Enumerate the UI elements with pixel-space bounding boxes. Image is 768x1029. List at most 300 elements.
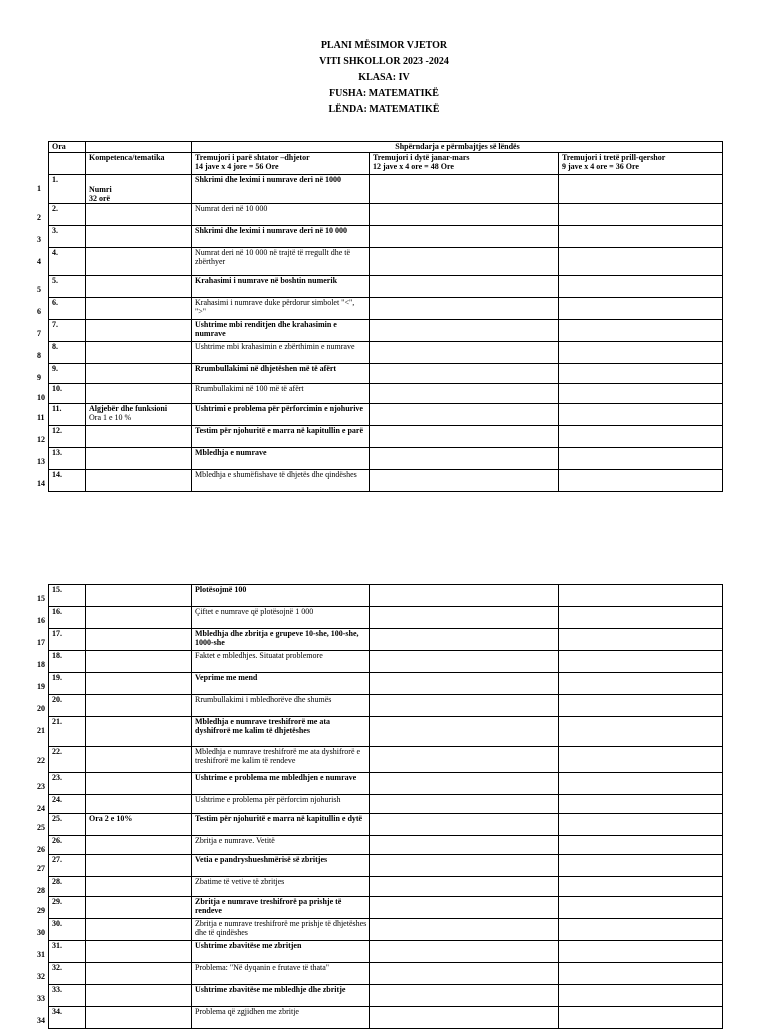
lesson-number [37,1007,86,1029]
term-3-cell [559,426,723,448]
term-3-cell [559,629,723,651]
competence-cell [86,836,192,855]
lesson-number-secondary: 12 [37,435,45,444]
table-row [49,204,723,226]
lesson-number-primary: 10. [52,384,62,393]
term-3-cell [559,795,723,814]
term-3-cell [559,470,723,492]
lesson-number [37,941,86,963]
lesson-number-secondary: 30 [37,928,45,937]
competence-cell [86,204,192,226]
term-3-cell [559,204,723,226]
lesson-number-secondary: 26 [37,845,45,854]
lesson-number-secondary: 32 [37,972,45,981]
lesson-number-primary: 3. [52,226,58,235]
lesson-number [37,342,86,364]
competence-cell [86,175,192,204]
competence-cell [86,426,192,448]
competence-cell [86,897,192,919]
lesson-number-primary: 15. [52,585,62,594]
lesson-number-primary: 20. [52,695,62,704]
annual-plan-table-page-1 [37,141,723,492]
lesson-number-secondary: 23 [37,782,45,791]
competence-cell [86,404,192,426]
lesson-number [37,175,86,204]
table-row [49,985,723,1007]
term-2-cell [370,795,559,814]
table-row [49,248,723,276]
competence-cell [86,695,192,717]
lesson-number-primary: 8. [52,342,58,351]
table-row [49,855,723,877]
term-2-cell [370,919,559,941]
competence-number-hours: 32 orë [89,194,111,203]
term-2-cell [370,384,559,404]
table-row [49,298,723,320]
term-2-cell [370,877,559,897]
term-3-cell [559,773,723,795]
term-3-cell [559,248,723,276]
col-header-term-2 [370,153,559,175]
term-3-cell [559,836,723,855]
lesson-number [37,448,86,470]
term-2-cell [370,364,559,384]
competence-label: Ora 2 e 10% [89,814,133,823]
lesson-topic: Problema që zgjidhen me zbritje [192,1007,370,1029]
lesson-number-primary: 31. [52,941,62,950]
competence-cell [86,773,192,795]
lesson-number [37,985,86,1007]
term-2-cell [370,320,559,342]
lesson-topic: Plotësojmë 100 [192,585,370,607]
field-label: FUSHA: MATEMATIKË [329,88,439,99]
lesson-number-secondary: 10 [37,393,45,402]
term-2-cell [370,226,559,248]
competence-cell [86,364,192,384]
lesson-topic: Rrumbullakimi i mbledhorëve dhe shumës [192,695,370,717]
table-row [49,673,723,695]
lesson-number-primary: 34. [52,1007,62,1016]
lesson-topic: Mbledhja dhe zbritja e grupeve 10-she, 100-she, 1000-she [192,629,370,651]
lesson-topic: Numrat deri në 10 000 në trajtë të rregullt dhe të zbërthyer [192,248,370,276]
lesson-number-primary: 25. [52,814,62,823]
lesson-number [37,773,86,795]
competence-cell [86,629,192,651]
lesson-number-primary: 29. [52,897,62,906]
term-3-cell [559,963,723,985]
lesson-number [37,384,86,404]
lesson-topic: Zbatime të vetive të zbritjes [192,877,370,897]
term-3-cell [559,673,723,695]
competence-cell [86,298,192,320]
term-3-cell [559,814,723,836]
lesson-number-primary: 6. [52,298,58,307]
lesson-number-secondary: 17 [37,638,45,647]
table-row [49,747,723,773]
lesson-topic: Problema: "Në dyqanin e frutave të thata" [192,963,370,985]
term-3-hours: 9 jave x 4 ore = 36 Ore [562,162,639,171]
lesson-number-secondary: 21 [37,726,45,735]
lesson-number [37,364,86,384]
table-row [49,226,723,248]
lesson-number [37,404,86,426]
lesson-number [37,651,86,673]
table-row [49,384,723,404]
term-3-cell [559,320,723,342]
table-row [49,320,723,342]
lesson-number-primary: 5. [52,276,58,285]
lesson-number [37,320,86,342]
term-3-cell [559,364,723,384]
competence-cell [86,448,192,470]
lesson-number [37,877,86,897]
lesson-topic: Rrumbullakimi në 100 më të afërt [192,384,370,404]
term-3-cell [559,695,723,717]
lesson-number-primary: 9. [52,364,58,373]
lesson-number [37,673,86,695]
term-2-cell [370,175,559,204]
term-2-cell [370,607,559,629]
lesson-topic: Ushtrimi e problema për përforcimin e njohurive [192,404,370,426]
table-row [49,919,723,941]
lesson-number [37,814,86,836]
term-3-cell [559,941,723,963]
term-3-title: Tremujori i tretë prill-qershor [562,153,666,162]
term-3-cell [559,607,723,629]
lesson-number-primary: 14. [52,470,62,479]
lesson-number-secondary: 3 [37,235,41,244]
lesson-number-primary: 24. [52,795,62,804]
lesson-number-secondary: 19 [37,682,45,691]
lesson-topic: Ushtrime zbavitëse me mbledhje dhe zbritje [192,985,370,1007]
competence-number-title: Numri [89,185,112,194]
lesson-number-primary: 11. [52,404,62,413]
table-row [49,342,723,364]
table-row [49,448,723,470]
lesson-number-secondary: 13 [37,457,45,466]
class-label: KLASA: IV [358,72,410,83]
term-2-cell [370,248,559,276]
lesson-number-secondary: 1 [37,184,41,193]
table-row [49,773,723,795]
lesson-number-primary: 17. [52,629,62,638]
lesson-number [37,897,86,919]
term-2-cell [370,404,559,426]
lesson-number [37,747,86,773]
annual-plan-table-page-2 [37,584,723,1029]
lesson-number [37,585,86,607]
lesson-number-primary: 30. [52,919,62,928]
lesson-number-primary: 28. [52,877,62,886]
term-2-cell [370,651,559,673]
lesson-topic: Zbritja e numrave treshifrorë pa prishje të rendeve [192,897,370,919]
lesson-topic: Numrat deri në 10 000 [192,204,370,226]
term-2-cell [370,985,559,1007]
term-3-cell [559,897,723,919]
lesson-number-primary: 13. [52,448,62,457]
term-2-cell [370,448,559,470]
term-2-cell [370,855,559,877]
table-row [49,877,723,897]
competence-cell [86,941,192,963]
lesson-number-secondary: 34 [37,1016,45,1025]
lesson-number [37,204,86,226]
lesson-number-secondary: 9 [37,373,41,382]
table-row [49,897,723,919]
term-3-cell [559,985,723,1007]
term-2-title: Tremujori i dytë janar-mars [373,153,470,162]
term-3-cell [559,747,723,773]
competence-cell [86,985,192,1007]
lesson-topic: Çiftet e numrave që plotësojnë 1 000 [192,607,370,629]
lesson-topic: Ushtrime e problema me mbledhjen e numrave [192,773,370,795]
lesson-number [37,717,86,747]
lesson-number-secondary: 11 [37,413,45,422]
lesson-number [37,629,86,651]
lesson-topic: Mbledhja e numrave treshifrorë me ata dyshifrorë e treshifrorë me kalim të rendeve [192,747,370,773]
col-header-term-3 [559,153,723,175]
lesson-topic: Testim për njohuritë e marra në kapitullin e parë [192,426,370,448]
term-2-cell [370,426,559,448]
term-3-cell [559,298,723,320]
lesson-number [37,248,86,276]
lesson-number-secondary: 29 [37,906,45,915]
lesson-number-secondary: 15 [37,594,45,603]
lesson-topic: Veprime me mend [192,673,370,695]
competence-cell [86,607,192,629]
table-row [49,629,723,651]
term-3-cell [559,404,723,426]
lesson-number-primary: 19. [52,673,62,682]
lesson-number [37,855,86,877]
term-2-cell [370,941,559,963]
table-row [49,607,723,629]
col-header-ora: Ora [49,142,86,153]
competence-cell [86,226,192,248]
competence-cell [86,1007,192,1029]
term-2-cell [370,836,559,855]
competence-cell [86,470,192,492]
lesson-number [37,919,86,941]
plan-title: PLANI MËSIMOR VJETOR [320,40,448,51]
lesson-number-primary: 7. [52,320,58,329]
lesson-number-primary: 1. [52,175,58,184]
term-2-cell [370,585,559,607]
term-3-cell [559,877,723,897]
table-row [49,836,723,855]
competence-cell [86,651,192,673]
term-2-cell [370,695,559,717]
lesson-number-secondary: 22 [37,756,45,765]
competence-cell [86,747,192,773]
term-3-cell [559,717,723,747]
term-2-cell [370,342,559,364]
competence-cell [86,276,192,298]
document-header [0,38,768,118]
term-3-cell [559,226,723,248]
term-2-cell [370,276,559,298]
term-2-cell [370,814,559,836]
term-3-cell [559,651,723,673]
lesson-topic: Zbritja e numrave. Vetitë [192,836,370,855]
lesson-number-secondary: 14 [37,479,45,488]
term-2-cell [370,470,559,492]
lesson-number-primary: 27. [52,855,62,864]
term-1-title: Tremujori i parë shtator –dhjetor [195,153,310,162]
lesson-number [37,426,86,448]
term-2-hours: 12 jave x 4 ore = 48 Ore [373,162,454,171]
lesson-topic: Ushtrime mbi renditjen dhe krahasimin e numrave [192,320,370,342]
competence-cell [86,320,192,342]
col-header-empty [86,142,192,153]
lesson-number-secondary: 4 [37,257,41,266]
lesson-number-primary: 21. [52,717,62,726]
col-header-distribution: Shpërndarja e përmbajtjes së lëndës [192,142,723,153]
lesson-number-secondary: 16 [37,616,45,625]
lesson-topic: Vetia e pandryshueshmërisë së zbritjes [192,855,370,877]
table-row [49,1007,723,1029]
term-2-cell [370,747,559,773]
lesson-number-secondary: 7 [37,329,41,338]
term-3-cell [559,276,723,298]
term-2-cell [370,897,559,919]
lesson-topic: Faktet e mbledhjes. Situatat problemore [192,651,370,673]
lesson-number-primary: 22. [52,747,62,756]
lesson-topic: Mbledhja e shumëfishave të dhjetës dhe qindëshes [192,470,370,492]
lesson-number-secondary: 2 [37,213,41,222]
term-3-cell [559,855,723,877]
col-header-ora-empty [49,153,86,175]
term-2-cell [370,673,559,695]
competence-cell [86,248,192,276]
lesson-number [37,836,86,855]
term-2-cell [370,629,559,651]
lesson-number-secondary: 6 [37,307,41,316]
lesson-number [37,695,86,717]
lesson-topic: Shkrimi dhe leximi i numrave deri në 1000 [192,175,370,204]
lesson-number-primary: 23. [52,773,62,782]
term-2-cell [370,717,559,747]
lesson-number-primary: 12. [52,426,62,435]
competence-hours: Ora 1 e 10 % [89,413,132,422]
lesson-number-primary: 4. [52,248,58,257]
lesson-number [37,607,86,629]
lesson-topic: Shkrimi dhe leximi i numrave deri në 10 000 [192,226,370,248]
competence-cell [86,342,192,364]
term-2-cell [370,204,559,226]
lesson-number-secondary: 33 [37,994,45,1003]
table-row [49,814,723,836]
col-header-kompetenca: Kompetenca/tematika [86,153,192,175]
term-3-cell [559,175,723,204]
lesson-number [37,963,86,985]
table-row [49,364,723,384]
table-row [49,276,723,298]
lesson-topic: Ushtrime zbavitëse me zbritjen [192,941,370,963]
table-row [49,795,723,814]
lesson-topic: Zbritja e numrave treshifrorë me prishje të dhjetëshes dhe të qindëshes [192,919,370,941]
lesson-number-secondary: 18 [37,660,45,669]
competence-cell [86,795,192,814]
table-row [49,426,723,448]
term-3-cell [559,384,723,404]
table-row [49,175,723,204]
table-row [49,404,723,426]
competence-cell [86,963,192,985]
competence-label: Algjebër dhe funksioni [89,404,168,413]
header-row-1 [49,142,723,153]
lesson-number [37,298,86,320]
table-row [49,470,723,492]
lesson-number-secondary: 20 [37,704,45,713]
lesson-number-primary: 16. [52,607,62,616]
competence-cell [86,877,192,897]
term-3-cell [559,342,723,364]
term-3-cell [559,448,723,470]
competence-cell [86,585,192,607]
lesson-number-secondary: 8 [37,351,41,360]
lesson-number [37,276,86,298]
lesson-number [37,226,86,248]
table-row [49,585,723,607]
lesson-number-secondary: 31 [37,950,45,959]
competence-cell [86,855,192,877]
lesson-number-primary: 32. [52,963,62,972]
competence-cell [86,673,192,695]
lesson-topic: Testim për njohuritë e marra në kapitullin e dytë [192,814,370,836]
lesson-number-secondary: 27 [37,864,45,873]
competence-cell [86,814,192,836]
table-row [49,651,723,673]
lesson-number-primary: 33. [52,985,62,994]
competence-cell [86,919,192,941]
col-header-term-1 [192,153,370,175]
lesson-topic: Ushtrime mbi krahasimin e zbërthimin e numrave [192,342,370,364]
lesson-number [37,470,86,492]
competence-cell [86,384,192,404]
competence-cell [86,717,192,747]
lesson-topic: Mbledhja e numrave [192,448,370,470]
table-row [49,717,723,747]
term-2-cell [370,298,559,320]
table-row [49,963,723,985]
lesson-topic: Rrumbullakimi në dhjetëshen më të afërt [192,364,370,384]
lesson-topic: Krahasimi i numrave në boshtin numerik [192,276,370,298]
lesson-number [37,795,86,814]
term-3-cell [559,585,723,607]
term-3-cell [559,919,723,941]
lesson-number-secondary: 25 [37,823,45,832]
lesson-number-primary: 18. [52,651,62,660]
table-row [49,695,723,717]
term-2-cell [370,1007,559,1029]
table-row [49,941,723,963]
lesson-number-secondary: 5 [37,285,41,294]
lesson-number-primary: 26. [52,836,62,845]
lesson-topic: Ushtrime e problema për përforcim njohurish [192,795,370,814]
header-row-2 [49,153,723,175]
term-2-cell [370,773,559,795]
subject-label: LËNDA: MATEMATIKË [328,104,440,115]
lesson-number-primary: 2. [52,204,58,213]
term-2-cell [370,963,559,985]
term-1-hours: 14 jave x 4 jore = 56 Ore [195,162,279,171]
lesson-number-secondary: 24 [37,804,45,813]
lesson-topic: Krahasimi i numrave duke përdorur simbolet "<", ">" [192,298,370,320]
lesson-number-secondary: 28 [37,886,45,895]
term-3-cell [559,1007,723,1029]
lesson-topic: Mbledhja e numrave treshifrorë me ata dyshifrorë me kalim të dhjetëshes [192,717,370,747]
